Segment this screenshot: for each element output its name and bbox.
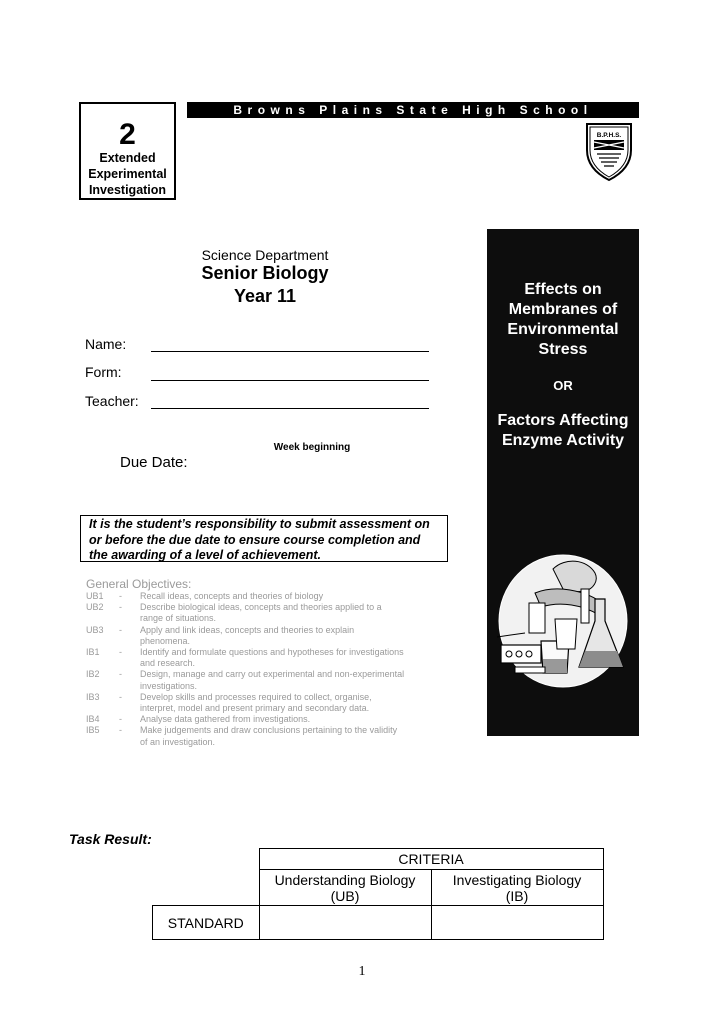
task-number-box: [79, 102, 176, 200]
objective-code: IB5: [86, 725, 100, 736]
year-title: Year 11: [233, 286, 297, 306]
ub-standard-cell[interactable]: [259, 906, 431, 940]
objective-item: IB2 - Design, manage and carry out experimental and non-experimental investigations.: [86, 669, 405, 691]
objectives-list: [86, 591, 406, 748]
ub-column-header: [259, 870, 431, 906]
page-number: 1: [358, 964, 366, 979]
objective-text: Develop skills and processes required to collect, organise, interpret, model and present primary and secondary data.: [140, 691, 372, 714]
objective-text: Apply and link ideas, concepts and theories to explain phenomena.: [140, 624, 355, 646]
objective-item: UB2 - Describe biological ideas, concepts and theories applied to a range of situations.: [86, 602, 406, 624]
week-beginning-label: Week beginning: [273, 442, 351, 453]
name-label: Name:: [85, 336, 127, 352]
objective-code: IB4: [86, 714, 100, 725]
topic2-line: Enzyme Activity: [501, 432, 625, 449]
topic1-line: Environmental: [507, 321, 619, 338]
school-crest-logo: [583, 120, 635, 182]
objectives-title: General Objectives:: [86, 577, 192, 591]
scientist-lab-illustration: [495, 549, 631, 689]
name-field[interactable]: [151, 351, 429, 352]
ib-standard-cell[interactable]: [431, 906, 603, 940]
criteria-header: CRITERIA: [259, 849, 603, 870]
table-blank-cell: [153, 870, 260, 906]
objective-item: IB4 - Analyse data gathered from investigations.: [86, 714, 406, 725]
department-title: Science Department: [201, 247, 329, 263]
ib-column-header: [431, 870, 603, 906]
objective-code: IB2: [86, 669, 100, 680]
responsibility-notice: It is the student’s responsibility to submit assessment on or before the due date to ensure course completion and the awarding of a level of achievement.: [80, 515, 448, 562]
objective-item: IB3 - Develop skills and processes required to collect, organise, interpret, model and present primary and secondary data.: [86, 692, 406, 714]
result-table: [152, 848, 604, 940]
task-type-line: Experimental: [88, 167, 167, 181]
objective-text: Identify and formulate questions and hypotheses for investigations and research.: [140, 647, 404, 669]
objective-text: Describe biological ideas, concepts and theories applied to a range of situations.: [140, 602, 382, 624]
objective-text: Design, manage and carry out experimental and non-experimental investigations.: [140, 669, 405, 691]
objective-code: IB1: [86, 647, 100, 658]
objective-text: Analyse data gathered from investigations.: [140, 714, 311, 725]
due-date-label: Due Date:: [120, 454, 188, 471]
ub-header-line: (UB): [330, 887, 360, 904]
subject-title: Senior Biology: [201, 263, 329, 283]
standard-row-label: STANDARD: [153, 906, 260, 940]
task-type-line: Extended: [99, 151, 156, 165]
ib-header-line: (IB): [505, 887, 529, 904]
form-label: Form:: [85, 364, 122, 380]
task-result-heading: Task Result:: [69, 831, 152, 847]
objective-code: UB1: [86, 591, 104, 601]
school-banner: Browns Plains State High School: [187, 102, 639, 118]
objective-text: Make judgements and draw conclusions pertaining to the validity of an investigation.: [140, 725, 398, 747]
topic-panel: [487, 229, 639, 736]
topic1-line: Membranes of: [508, 301, 618, 318]
ub-header-line: Understanding Biology: [274, 871, 416, 888]
objective-code: UB2: [86, 602, 104, 613]
logo-text: B.P.H.S.: [596, 132, 622, 139]
objective-item: IB1 - Identify and formulate questions and hypotheses for investigations and research.: [86, 647, 406, 669]
topic-or: OR: [553, 378, 573, 393]
form-field[interactable]: [151, 380, 429, 381]
objective-code: IB3: [86, 691, 100, 702]
topic1-line: Stress: [538, 341, 588, 358]
topic2-line: Factors Affecting: [497, 412, 629, 429]
objective-text: Recall ideas, concepts and theories of biology: [140, 591, 324, 601]
teacher-field[interactable]: [151, 408, 429, 409]
ib-header-line: Investigating Biology: [452, 871, 582, 888]
teacher-label: Teacher:: [85, 393, 139, 409]
objective-code: UB3: [86, 624, 104, 635]
task-type: [81, 150, 174, 198]
task-number: 2: [119, 118, 136, 151]
table-blank-cell: [153, 849, 260, 870]
objective-item: IB5 - Make judgements and draw conclusions pertaining to the validity of an investigation.: [86, 725, 406, 747]
objective-item: UB1 - Recall ideas, concepts and theories of biology: [86, 591, 406, 602]
task-type-line: Investigation: [88, 183, 167, 197]
objective-item: UB3 - Apply and link ideas, concepts and theories to explain phenomena.: [86, 625, 406, 647]
topic1-line: Effects on: [524, 281, 602, 298]
